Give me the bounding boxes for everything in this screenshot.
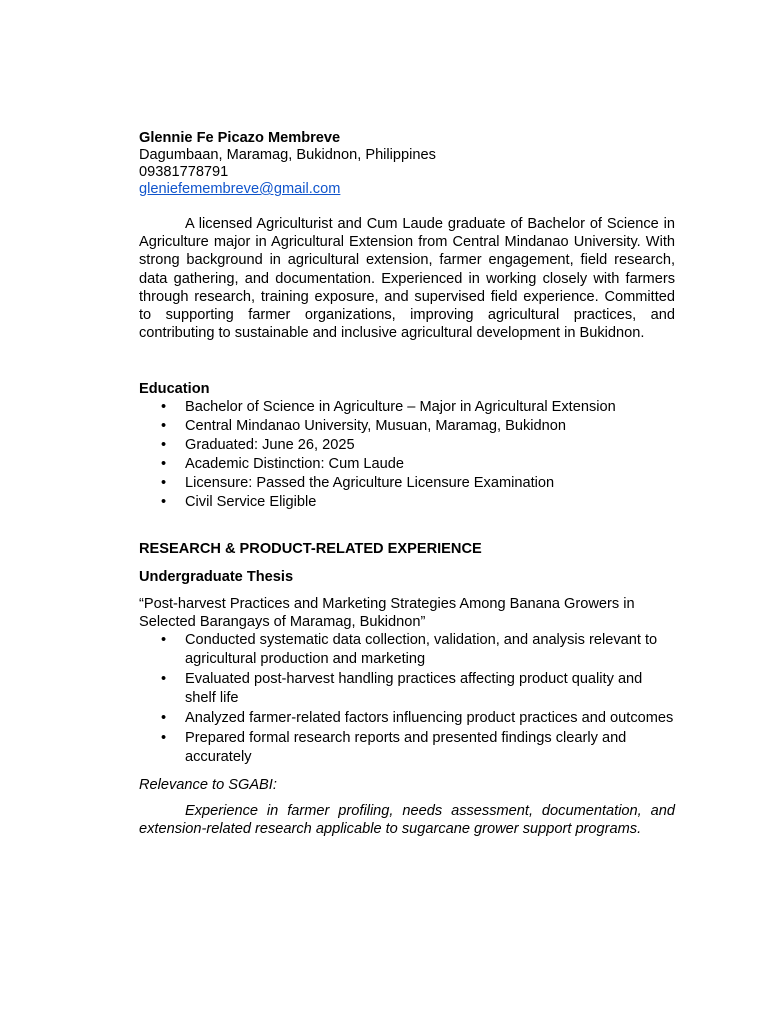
list-item: • Central Mindanao University, Musuan, Maramag, Bukidnon xyxy=(161,418,566,435)
list-item: • Conducted systematic data collection, validation, and analysis relevant to agricultural production and marketing xyxy=(161,632,658,668)
bullet-icon: • xyxy=(161,730,167,747)
thesis-subheading: Undergraduate Thesis xyxy=(139,569,294,586)
list-item: • Evaluated post-harvest handling practices affecting product quality and shelf life xyxy=(161,671,643,707)
relevance-text: Experience in farmer profiling, needs assessment, documentation, and extension-related research applicable to sugarcane grower support programs. xyxy=(139,803,675,838)
list-item: • Analyzed farmer-related factors influencing product practices and outcomes xyxy=(161,710,674,727)
bullet-icon: • xyxy=(161,437,167,454)
bullet-icon: • xyxy=(161,494,167,511)
bullet-icon: • xyxy=(161,710,167,727)
thesis-title: “Post-harvest Practices and Marketing Strategies Among Banana Growers in Selected Barangays of Maramag, Bukidnon” xyxy=(139,596,635,631)
resume-page xyxy=(139,130,675,838)
bullet-icon: • xyxy=(161,399,167,416)
summary-paragraph: A licensed Agriculturist and Cum Laude graduate of Bachelor of Science in Agriculture major in Agricultural Extension from Central Mindanao University. With strong background in agricultural extension, farmer engagement, field research, data gathering, and documentation. Experienced in working closely with farmers through research, training exposure, and supervised field experience. Committed to supporting farmer organizations, improving agricultural practices, and contributing to sustainable and inclusive agricultural development in Bukidnon. xyxy=(139,216,675,342)
applicant-name: Glennie Fe Picazo Membreve xyxy=(139,130,341,146)
relevance-label: Relevance to SGABI: xyxy=(139,777,277,794)
bullet-icon: • xyxy=(161,456,167,473)
research-heading: RESEARCH & PRODUCT-RELATED EXPERIENCE xyxy=(139,541,482,558)
list-item: • Academic Distinction: Cum Laude xyxy=(161,456,405,473)
bullet-icon: • xyxy=(161,475,167,492)
list-item: • Licensure: Passed the Agriculture Licensure Examination xyxy=(161,475,555,492)
bullet-icon: • xyxy=(161,671,167,688)
research-list xyxy=(139,631,675,767)
education-heading: Education xyxy=(139,381,210,398)
list-item: • Civil Service Eligible xyxy=(161,494,317,511)
applicant-phone: 09381778791 xyxy=(139,164,229,180)
list-item: • Prepared formal research reports and presented findings clearly and accurately xyxy=(161,730,627,766)
bullet-icon: • xyxy=(161,632,167,649)
contact-block xyxy=(139,130,675,198)
education-list xyxy=(139,398,675,512)
bullet-icon: • xyxy=(161,418,167,435)
applicant-address: Dagumbaan, Maramag, Bukidnon, Philippines xyxy=(139,147,436,163)
list-item: • Graduated: June 26, 2025 xyxy=(161,437,355,454)
list-item: • Bachelor of Science in Agriculture – Major in Agricultural Extension xyxy=(161,399,616,416)
email-link[interactable]: gleniefemembreve@gmail.com xyxy=(139,181,341,197)
